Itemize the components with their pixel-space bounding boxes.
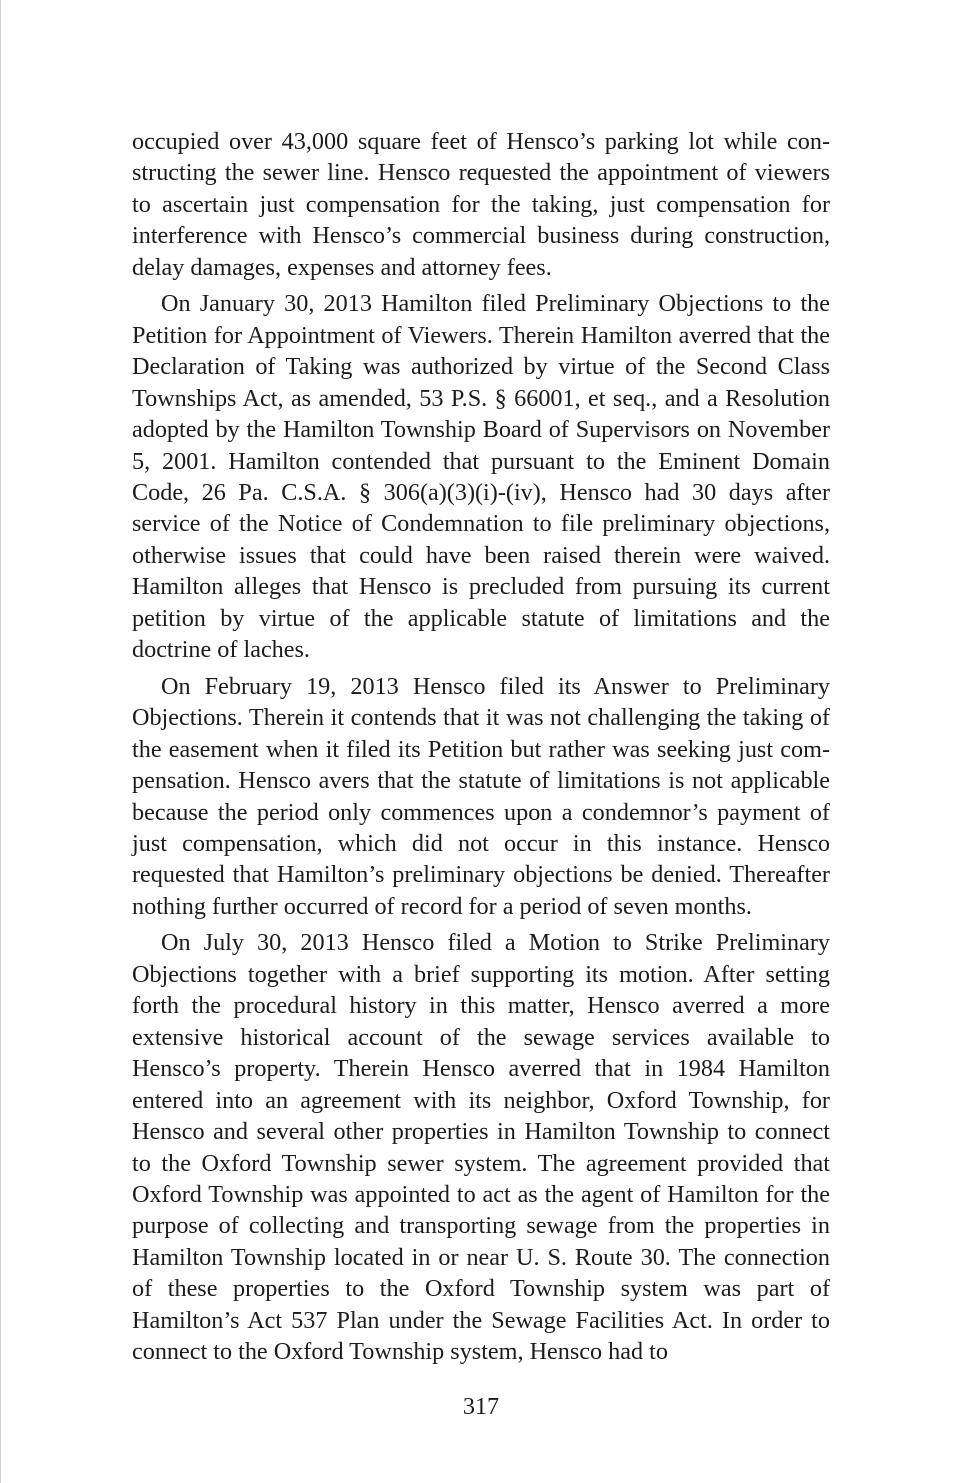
paragraph-3: On February 19, 2013 Hensco filed its Answer to Preliminary Objections. Therein it contends that it was not challenging the taking of the easement when it filed its Petition but rather was seeking just compensation. Hensco avers that the statute of limitations is not applicable because the period only commences upon a condemnor’s payment of just compensation, which did not occur in this instance. Hensco requested that Hamilton’s preliminary objections be denied. Thereafter nothing further occurred of record for a period of seven months. [132,672,830,920]
paragraph-4: On July 30, 2013 Hensco filed a Motion to Strike Preliminary Objections together with a brief supporting its motion. After setting forth the procedural history in this matter, Hensco averred a more extensive historical account of the sewage services available to Hensco’s property. Therein Hensco averred that in 1984 Hamilton entered into an agreement with its neighbor, Oxford Township, for Hensco and several other properties in Hamilton Township to connect to the Oxford Township sewer system. The agreement provided that Oxford Township was appointed to act as the agent of Hamilton for the purpose of collecting and transporting sewage from the properties in Hamilton Township located in or near U. S. Route 30. The connection of these properties to the Oxford Township system was part of Hamilton’s Act 537 Plan under the Sewage Facilities Act. In order to connect to the Oxford Township system, Hensco had to [132,929,830,1366]
paragraph-1: occupied over 43,000 square feet of Hensco’s parking lot while constructing the sewer line. Hensco requested the appointment of viewers to ascertain just compensation for the taking, just compensation for interference with Hensco’s commercial business during construction, delay damages, expenses and attorney fees. [132,128,830,281]
page-number: 317 [462,1393,500,1420]
body-text [132,126,830,1373]
paragraph-2: On January 30, 2013 Hamilton filed Preliminary Objections to the Petition for Appointment of Viewers. Therein Hamilton averred that the Declaration of Taking was authorized by virtue of the Second Class Townships Act, as amended, 53 P.S. § 66001, et seq., and a Resolution adopted by the Hamilton Township Board of Supervisors on November 5, 2001. Hamilton contended that pursuant to the Eminent Domain Code, 26 Pa. C.S.A. § 306(a)(3)(i)-(iv), Hensco had 30 days after service of the Notice of Condemnation to file preliminary objections, otherwise issues that could have been raised therein were waived. Hamilton alleges that Hensco is precluded from pursuing its current petition by virtue of the applicable statute of limitations and the doctrine of laches. [132,290,830,664]
